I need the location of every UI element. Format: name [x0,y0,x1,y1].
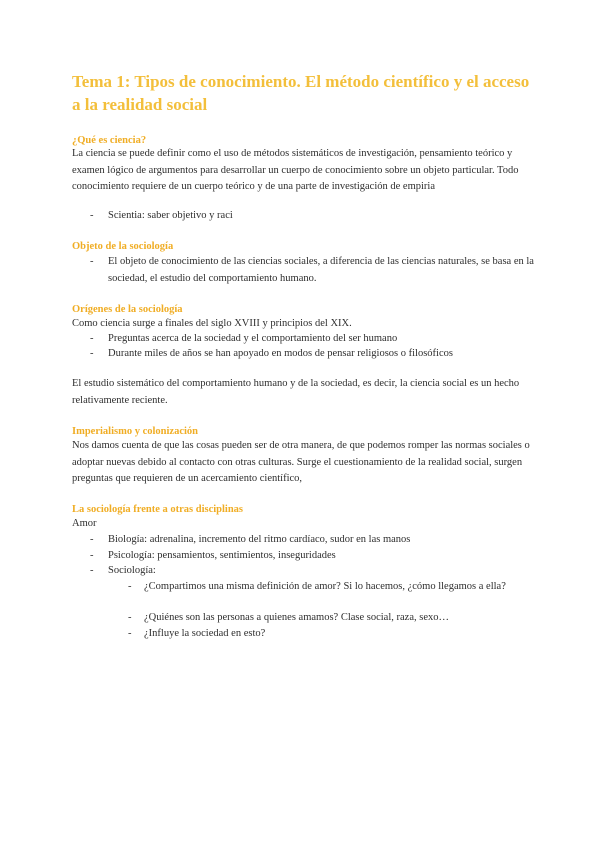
section-heading-que-es-ciencia: ¿Qué es ciencia? [72,135,147,146]
list-item-text: Biología: adrenalina, incremento del ritmo cardíaco, sudor en las manos [108,534,411,545]
list-item-text: Scientia: saber objetivo y raci [108,210,233,221]
list-item-text: Preguntas acerca de la sociedad y el comportamiento del ser humano [108,333,398,344]
section-intro: Como ciencia surge a finales del siglo XVIII y principios del XIX. [72,318,352,329]
bullet-dash: - [90,256,94,267]
bullet-dash: - [90,348,94,359]
bullet-dash: - [128,612,132,623]
list-item-text: El objeto de conocimiento de las ciencias sociales, a diferencia de las ciencias naturales, se basa en la sociedad, el estudio del comportamiento humano. [108,256,534,284]
section-paragraph: El estudio sistemático del comportamiento humano y de la sociedad, es decir, la ciencia social es un hecho relativamente reciente. [72,378,520,406]
document-title: Tema 1: Tipos de conocimiento. El método científico y el acceso a la realidad social [72,72,530,114]
list-item-text: ¿Compartimos una misma definición de amor? Si lo hacemos, ¿cómo llegamos a ella? [144,581,506,592]
section-heading-objeto: Objeto de la sociología [72,241,174,252]
section-heading-origenes: Orígenes de la sociología [72,304,183,315]
list-item-text: Durante miles de años se han apoyado en modos de pensar religiosos o filosóficos [108,348,453,359]
list-item-text: ¿Influye la sociedad en esto? [144,628,266,639]
bullet-dash: - [128,628,132,639]
section-heading-sociologia-frente: La sociología frente a otras disciplinas [72,504,244,515]
list-item-text: Psicología: pensamientos, sentimientos, inseguridades [108,550,336,561]
bullet-dash: - [90,534,94,545]
section-paragraph: Nos damos cuenta de que las cosas pueden ser de otra manera, de que podemos romper las normas sociales o adoptar nuevas debido al contacto con otras culturas. Surge el cuestionamiento de la realidad social, surgen preguntas que requieren de un acercamiento científico, [72,440,530,485]
bullet-dash: - [90,565,94,576]
bullet-dash: - [90,333,94,344]
bullet-dash: - [90,210,94,221]
list-item-text: Sociología: [108,565,156,576]
section-paragraph: La ciencia se puede definir como el uso de métodos sistemáticos de investigación, pensamiento teórico y examen lógico de argumentos para desarrollar un cuerpo de conocimiento sobre un objeto particular. Todo conocimiento requiere de un cuerpo teórico y de una parte de investigación de empiria [72,148,519,193]
section-intro: Amor [72,518,97,529]
section-heading-imperialismo: Imperialismo y colonización [72,426,198,437]
bullet-dash: - [128,581,132,592]
list-item-text: ¿Quiénes son las personas a quienes amamos? Clase social, raza, sexo… [144,612,449,623]
bullet-dash: - [90,550,94,561]
